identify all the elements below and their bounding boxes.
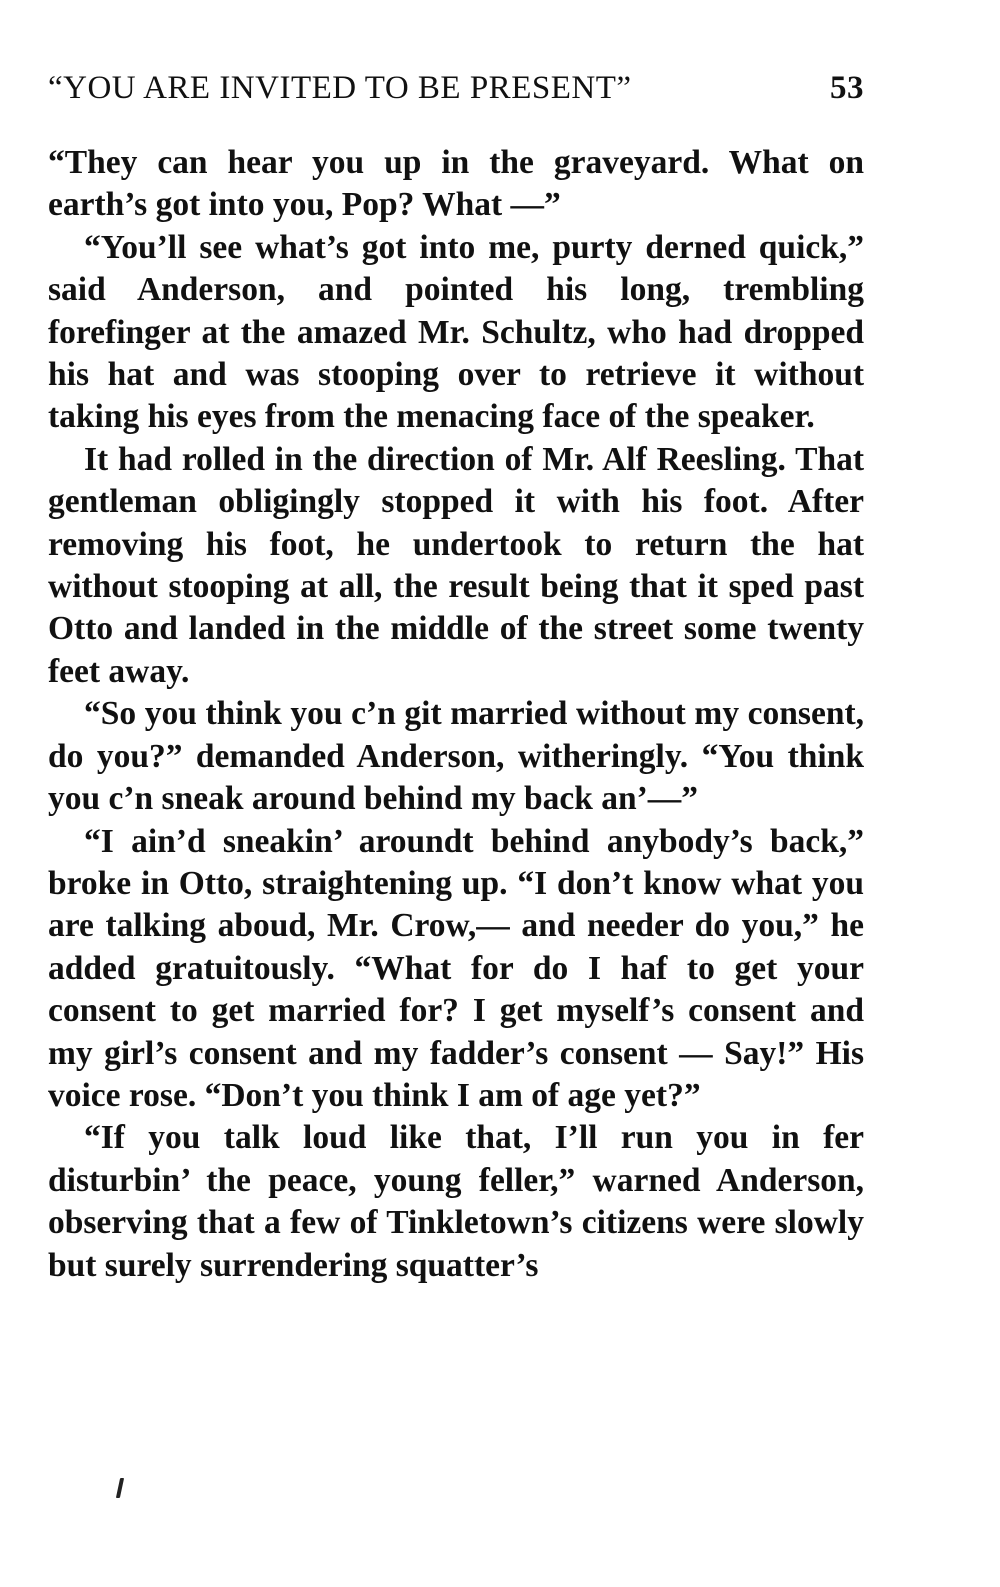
running-head xyxy=(48,70,864,122)
paragraph: “So you think you c’n git married without my consent, do you?” demanded Anderson, witheringly. “You think you c’n sneak around behind my back an’—” xyxy=(48,695,864,818)
paragraph: “They can hear you up in the graveyard. What on earth’s got into you, Pop? What —” xyxy=(48,144,864,224)
book-page xyxy=(48,70,864,1287)
paragraph: “If you talk loud like that, I’ll run you in fer disturbin’ the peace, young feller,” warned Anderson, observing that a few of Tinkletown’s citizens were slowly but surely surrendering squatter’s xyxy=(48,1119,864,1284)
body-text xyxy=(48,142,864,1287)
page-number: 53 xyxy=(830,70,864,106)
paragraph: It had rolled in the direction of Mr. Alf Reesling. That gentleman obligingly stopped it with his foot. After removing his foot, he undertook to return the hat without stooping at all, the result being that it sped past Otto and landed in the middle of the street some twenty feet away. xyxy=(48,440,864,690)
ink-mark xyxy=(116,1478,124,1498)
paragraph: “You’ll see what’s got into me, purty derned quick,” said Anderson, and pointed his long, trembling forefinger at the amazed Mr. Schultz, who had dropped his hat and was stooping over to retrieve it without taking his eyes from the menacing face of the speaker. xyxy=(48,228,864,436)
paragraph: “I ain’d sneakin’ aroundt behind anybody’s back,” broke in Otto, straightening up. “I don’t know what you are talking aboud, Mr. Crow,— and needer do you,” he added gratuitously. “What for do I haf to get your consent to get married for? I get myself’s consent and my girl’s consent and my fadder’s consent — Say!” His voice rose. “Don’t you think I am of age yet?” xyxy=(48,822,864,1114)
running-title: “YOU ARE INVITED TO BE PRESENT” xyxy=(48,70,632,106)
